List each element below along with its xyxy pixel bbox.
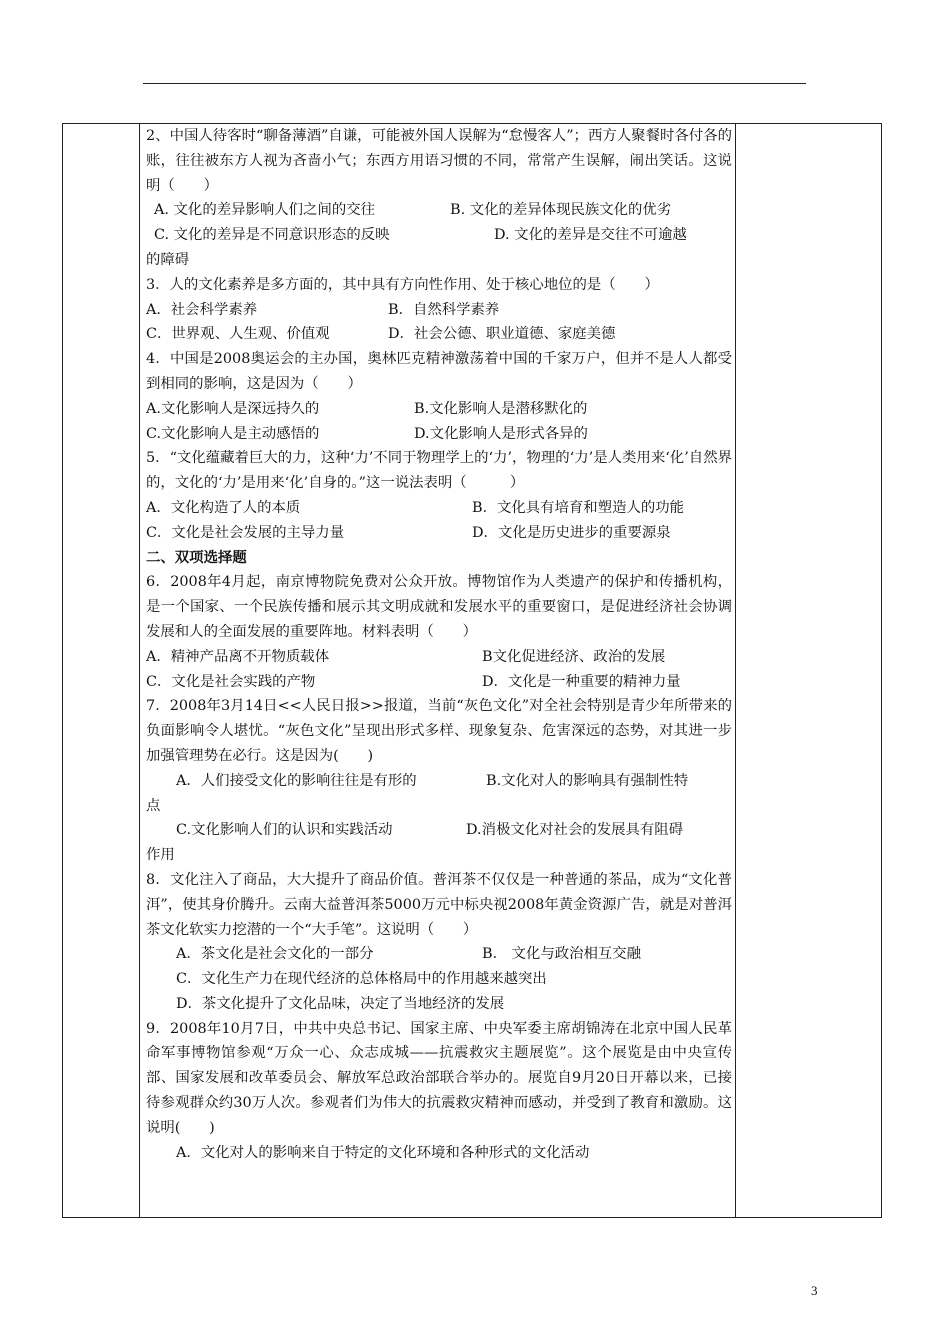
question-4-option-a: A.文化影响人是深远持久的	[146, 400, 320, 417]
question-2-stem: 2、中国人待客时“聊备薄酒”自谦，可能被外国人误解为“怠慢客人”；西方人聚餐时各付各的账，往往被东方人视为吝啬小气；东西方用语习惯的不同，常常产生误解，闹出笑话。这说明（ ）	[146, 128, 732, 194]
question-5-option-c: C．文化是社会发展的主导力量	[146, 524, 345, 541]
question-2-options-ab	[146, 198, 732, 223]
question-3-stem: 3．人的文化素养是多方面的，其中具有方向性作用、处于核心地位的是（ ）	[146, 276, 659, 293]
question-8-option-a: A．茶文化是社会文化的一部分	[176, 946, 374, 963]
question-6-options-ab	[146, 645, 732, 670]
question-3-option-b: B．自然科学素养	[388, 301, 500, 318]
question-7-stem: 7．2008年3月14日<<人民日报>>报道，当前“灰色文化”对全社会特别是青少年所带来的负面影响令人堪忧。“灰色文化”呈现出形式多样、现象复杂、危害深远的态势，对其进一步加强管理势在必行。这是因为( )	[146, 698, 732, 764]
question-7-option-b-cont: 点	[146, 797, 161, 814]
question-2-options-cd	[146, 223, 732, 248]
question-6-stem: 6．2008年4月起，南京博物院免费对公众开放。博物馆作为人类遗产的保护和传播机构，是一个国家、一个民族传播和展示其文明成就和发展水平的重要窗口，是促进经济社会协调发展和人的全面发展的重要阵地。材料表明（ ）	[146, 574, 732, 640]
question-5-option-d: D．文化是历史进步的重要源泉	[472, 524, 671, 541]
question-7-option-b: B.文化对人的影响具有强制性特	[486, 772, 689, 789]
question-8-options-ab	[146, 942, 732, 967]
question-2-option-b: B. 文化的差异体现民族文化的优劣	[450, 202, 672, 219]
section-heading-double-choice: 二、双项选择题	[146, 548, 247, 566]
question-6-option-a: A．精神产品离不开物质载体	[146, 648, 330, 665]
question-7-options-cd	[146, 818, 732, 843]
question-3-option-a: A．社会科学素养	[146, 301, 258, 318]
question-8-option-d: D．茶文化提升了文化品味，决定了当地经济的发展	[176, 995, 505, 1012]
question-7-option-d-cont: 作用	[146, 847, 175, 864]
question-4-option-b: B.文化影响人是潜移默化的	[414, 400, 588, 417]
question-content	[146, 124, 732, 1214]
question-7-option-a: A．人们接受文化的影响往往是有形的	[176, 772, 417, 789]
question-5-stem: 5．“文化蕴藏着巨大的力，这种‘力’不同于物理学上的‘力’，物理的‘力’是人类用来‘化’自然界的，文化的‘力’是用来‘化’自身的。”这一说法表明（ ）	[146, 450, 732, 492]
question-5-options-ab	[146, 496, 732, 521]
page-number: 3	[811, 1283, 818, 1298]
question-3-option-d: D．社会公德、职业道德、家庭美德	[388, 326, 616, 343]
header-rule	[143, 83, 806, 84]
question-2-option-c: C. 文化的差异是不同意识形态的反映	[154, 227, 390, 244]
question-6-options-cd	[146, 670, 732, 695]
question-2-option-d: D. 文化的差异是交往不可逾越	[494, 227, 687, 244]
question-6-option-b: B文化促进经济、政治的发展	[482, 648, 666, 665]
question-7-option-c: C.文化影响人们的认识和实践活动	[176, 822, 393, 839]
question-8-stem: 8．文化注入了商品，大大提升了商品价值。普洱茶不仅仅是一种普通的茶品，成为“文化普洱”，使其身价腾升。云南大益普洱茶5000万元中标央视2008年黄金资源广告，就是对普洱茶文化软实力挖潜的一个“大手笔”。这说明（ ）	[146, 871, 732, 938]
question-6-option-c: C．文化是社会实践的产物	[146, 673, 316, 690]
question-5-option-a: A．文化构造了人的本质	[146, 499, 301, 516]
question-5-option-b: B．文化具有培育和塑造人的功能	[472, 499, 685, 516]
question-3-options-ab	[146, 298, 732, 323]
question-4-option-d: D.文化影响人是形式各异的	[414, 425, 588, 442]
question-7-options-ab	[146, 769, 732, 794]
question-2-option-a: A. 文化的差异影响人们之间的交往	[154, 202, 376, 219]
question-2-option-d-cont: 的障碍	[146, 251, 190, 268]
question-4-stem: 4．中国是2008奥运会的主办国，奥林匹克精神激荡着中国的千家万户，但并不是人人都受到相同的影响，这是因为（ ）	[146, 351, 732, 392]
question-4-option-c: C.文化影响人是主动感悟的	[146, 425, 320, 442]
question-8-option-b: B． 文化与政治相互交融	[482, 946, 642, 963]
question-3-option-c: C．世界观、人生观、价值观	[146, 326, 330, 343]
question-9-option-a: A．文化对人的影响来自于特定的文化环境和各种形式的文化活动	[176, 1144, 590, 1161]
question-4-options-cd	[146, 422, 732, 447]
question-5-options-cd	[146, 521, 732, 546]
question-4-options-ab	[146, 397, 732, 422]
question-3-options-cd	[146, 322, 732, 347]
question-7-option-d: D.消极文化对社会的发展具有阻碍	[466, 822, 684, 839]
question-9-stem: 9．2008年10月7日，中共中央总书记、国家主席、中央军委主席胡锦涛在北京中国人民革命军事博物馆参观“万众一心、众志成城——抗震救灾主题展览”。这个展览是由中央宣传部、国家发展和改革委员会、解放军总政治部联合举办的。展览自9月20日开幕以来，已接待参观群众约30万人次。参观者们为伟大的抗震救灾精神而感动，并受到了教育和激励。这说明( )	[146, 1020, 732, 1136]
question-8-option-c: C．文化生产力在现代经济的总体格局中的作用越来越突出	[176, 971, 547, 988]
table-column-divider-left	[139, 124, 140, 1217]
table-column-divider-right	[735, 124, 736, 1217]
question-6-option-d: D．文化是一种重要的精神力量	[482, 673, 681, 690]
